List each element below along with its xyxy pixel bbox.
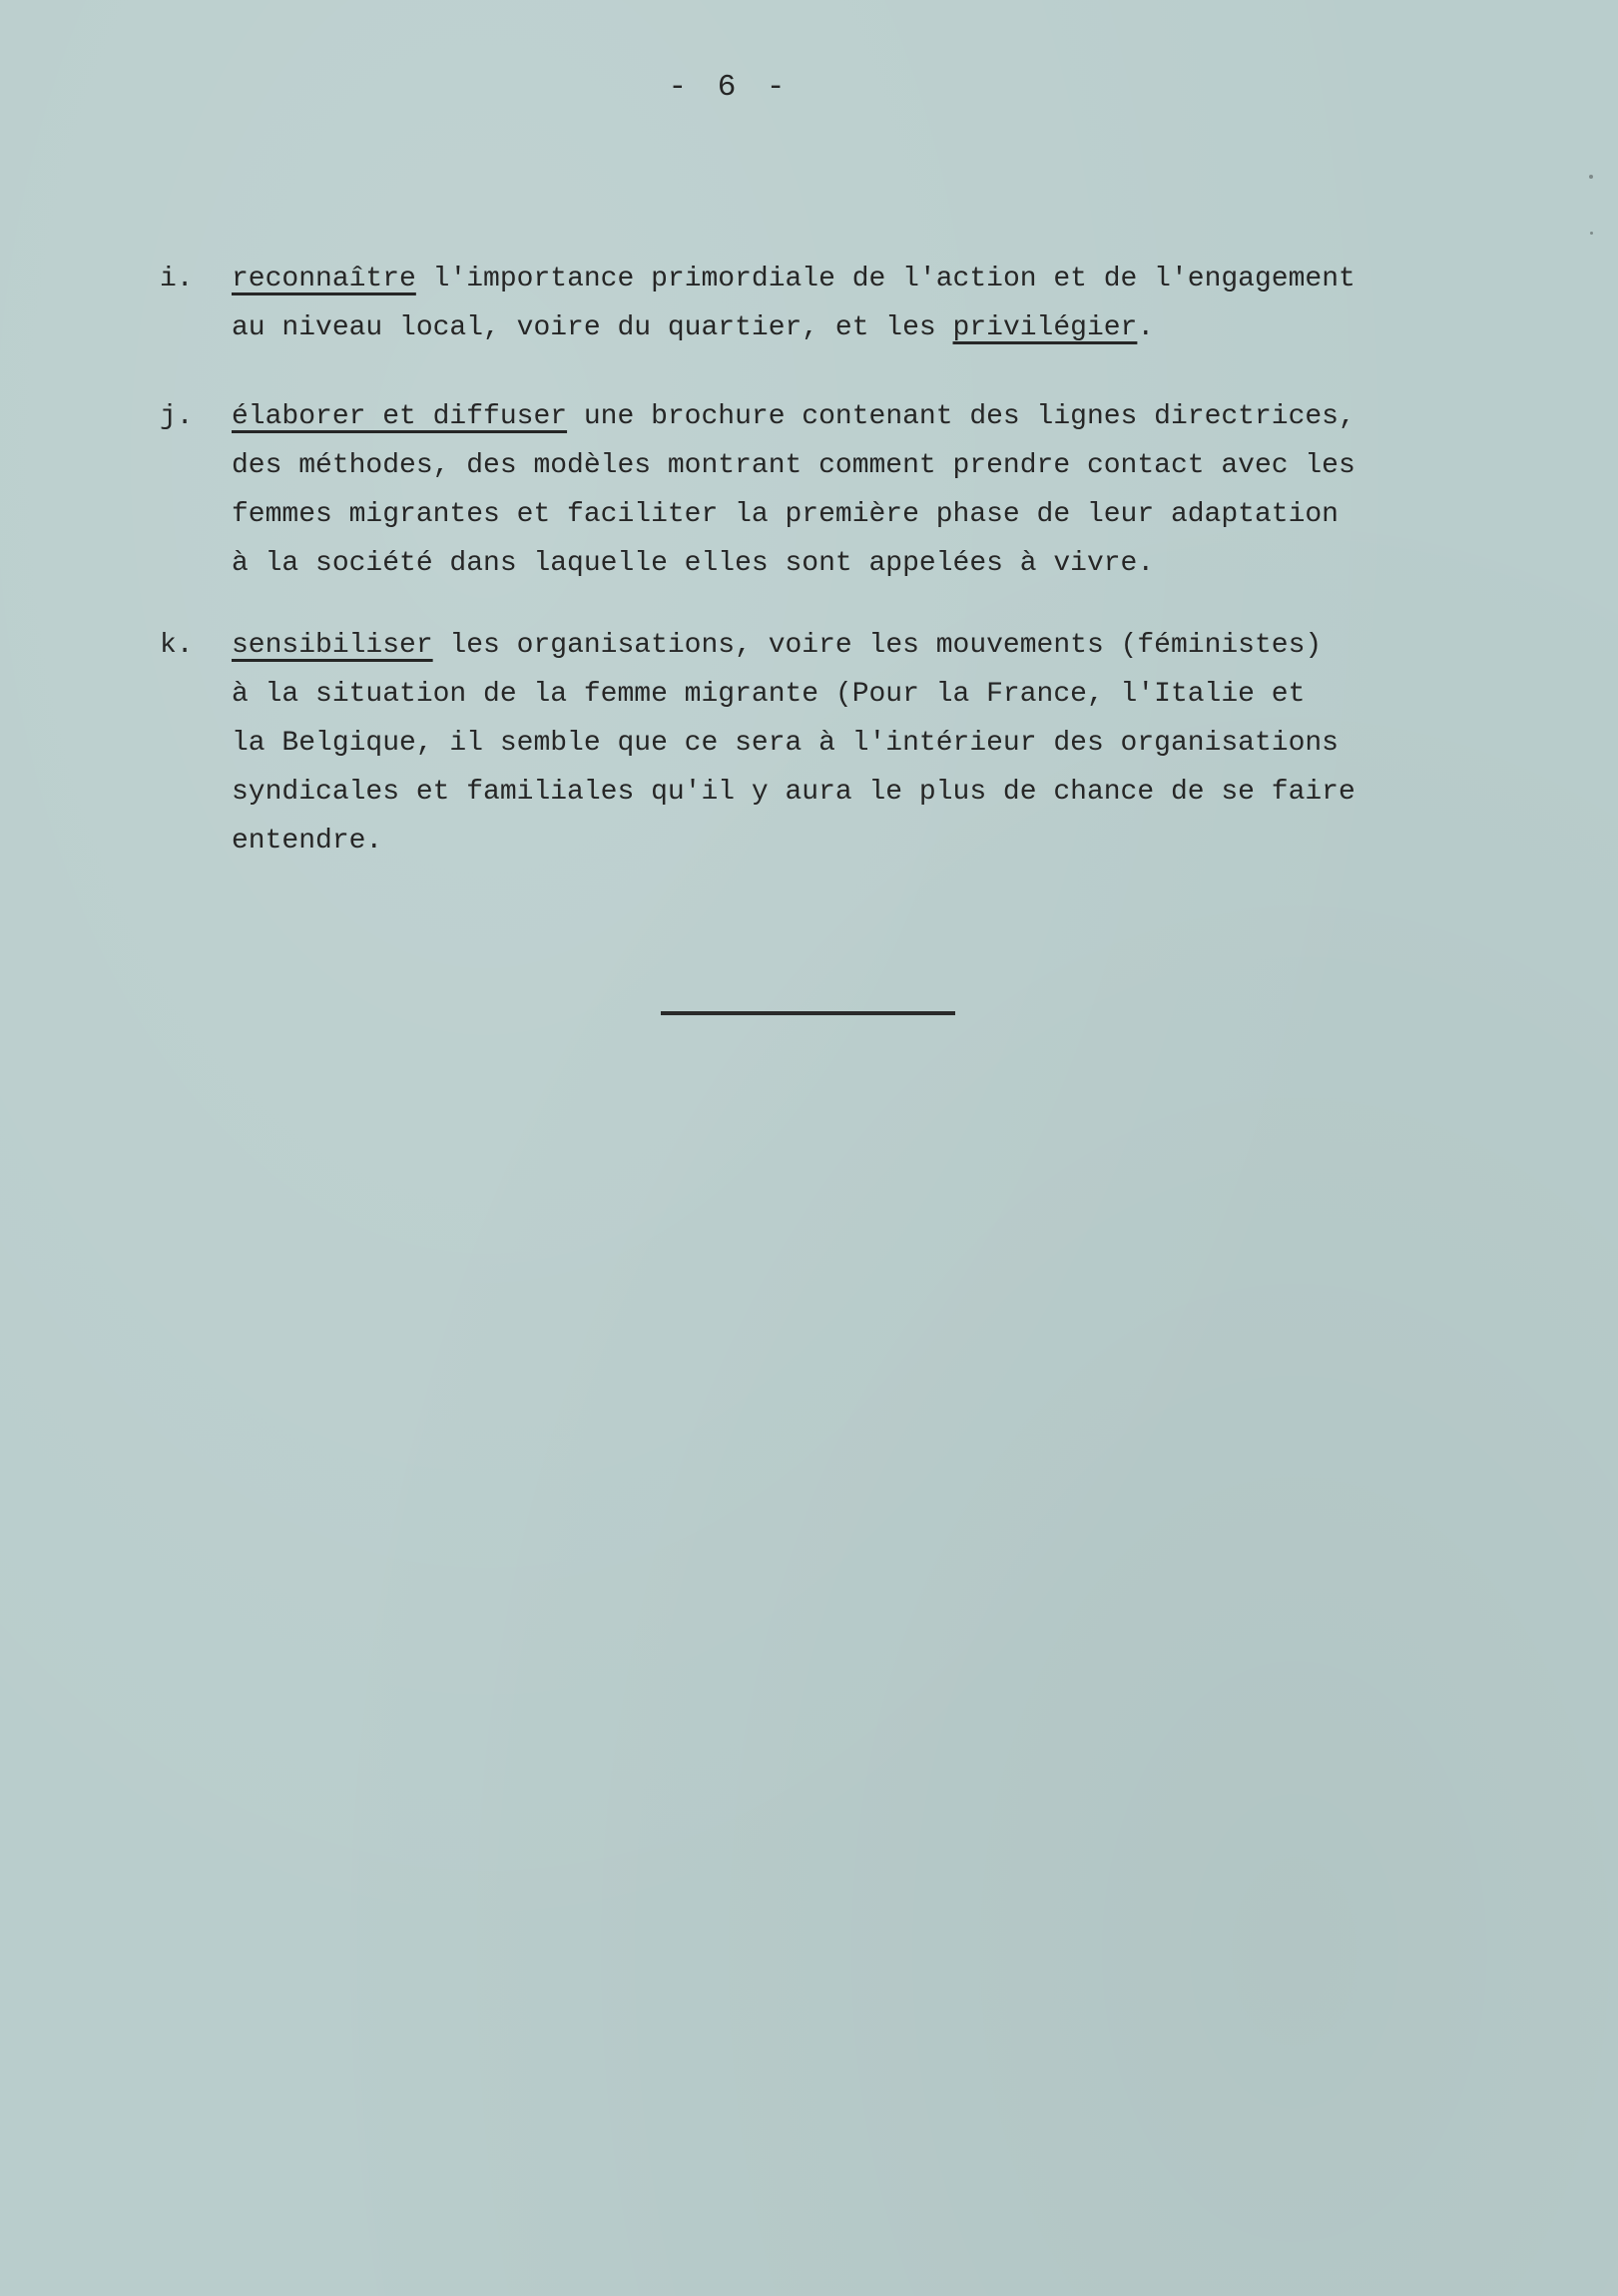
page-number: - 6 - (668, 70, 792, 105)
item-marker: i. (160, 264, 194, 294)
item-line: syndicales et familiales qu'il y aura le plus de chance de se faire (232, 777, 1355, 808)
item-line: au niveau local, voire du quartier, et les privilégier. (232, 312, 1155, 343)
paper-speck (1590, 232, 1593, 235)
item-line: entendre. (232, 826, 383, 857)
item-marker: j. (160, 401, 194, 432)
item-line: des méthodes, des modèles montrant comment prendre contact avec les (232, 450, 1355, 481)
item-line: femmes migrantes et faciliter la première phase de leur adaptation (232, 499, 1339, 530)
item-text (232, 255, 1529, 352)
item-line: reconnaître l'importance primordiale de l'action et de l'engagement (232, 264, 1355, 294)
item-keyword: élaborer et diffuser (232, 401, 568, 432)
item-keyword: reconnaître (232, 264, 416, 294)
item-line: à la société dans laquelle elles sont appelées à vivre. (232, 548, 1155, 579)
item-line: sensibiliser les organisations, voire les mouvements (féministes) (232, 630, 1323, 661)
paper-speck (1589, 175, 1593, 179)
item-text (232, 392, 1529, 588)
item-marker: k. (160, 630, 194, 661)
item-line: à la situation de la femme migrante (Pour la France, l'Italie et (232, 679, 1306, 710)
item-line: la Belgique, il semble que ce sera à l'intérieur des organisations (232, 728, 1339, 759)
item-line: élaborer et diffuser une brochure contenant des lignes directrices, (232, 401, 1355, 432)
item-text (232, 621, 1529, 865)
item-keyword: privilégier (952, 312, 1138, 343)
item-keyword: sensibiliser (232, 630, 433, 661)
closing-rule (661, 1011, 955, 1015)
